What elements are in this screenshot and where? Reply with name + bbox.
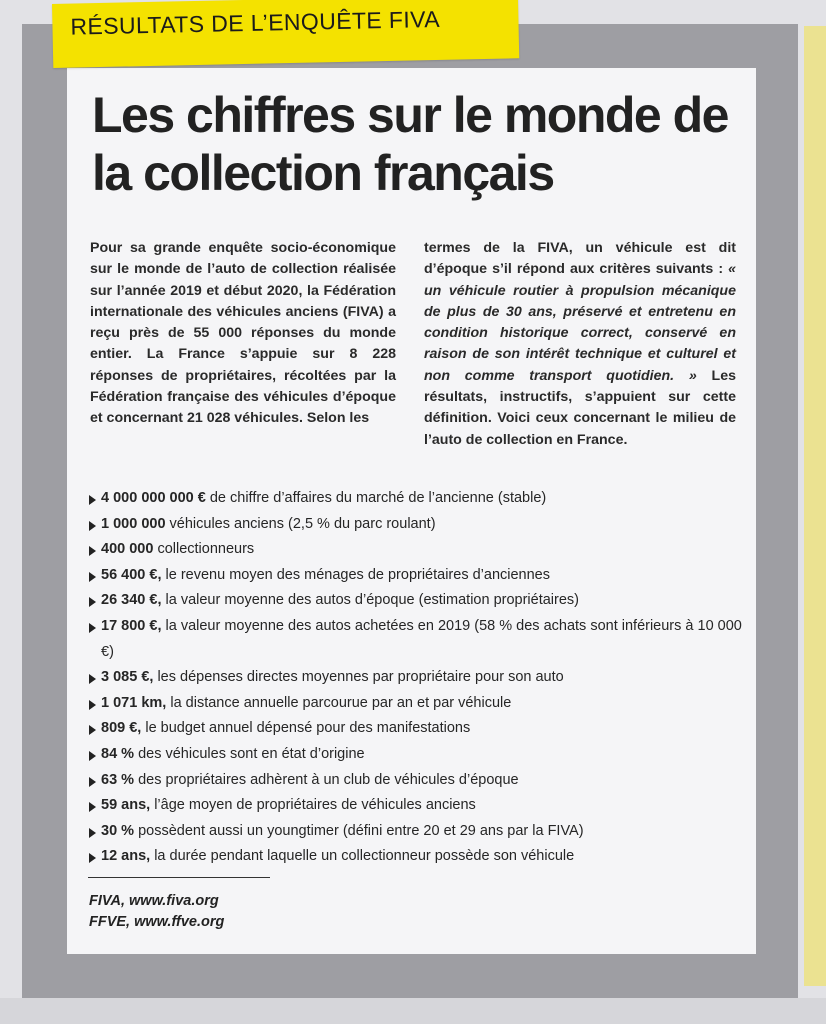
fact-text: la durée pendant laquelle un collectionneur possède son véhicule <box>150 848 575 865</box>
source-line: FIVA, www.fiva.org <box>89 893 219 909</box>
triangle-bullet-icon <box>89 572 96 582</box>
fact-item <box>89 486 749 512</box>
fact-item <box>89 819 749 845</box>
triangle-bullet-icon <box>89 777 96 787</box>
fact-item <box>89 793 749 819</box>
triangle-bullet-icon <box>89 725 96 735</box>
sources-divider <box>88 877 270 878</box>
fact-item <box>89 742 749 768</box>
fact-value: 56 400 €, <box>101 566 162 583</box>
fact-value: 3 085 €, <box>101 669 154 686</box>
facts-list <box>89 486 749 870</box>
fact-item <box>89 665 749 691</box>
fact-value: 1 071 km, <box>101 694 167 711</box>
fact-text: l’âge moyen de propriétaires de véhicules anciens <box>150 797 476 814</box>
sources <box>89 891 224 933</box>
intro-left-column: Pour sa grande enquête socio-économique sur le monde de l’auto de collection réalisée sur l’année 2019 et début 2020, la Fédération internationale des véhicules anciens (FIVA) a reçu près de 55 000 réponses du monde entier. La France s’appuie sur 8 228 réponses de propriétaires, récoltées par la Fédération française des véhicules d’époque et concernant 21 028 véhicules. Selon les <box>90 240 396 427</box>
fact-item <box>89 588 749 614</box>
fact-value: 1 000 000 <box>101 515 166 532</box>
fact-item <box>89 512 749 538</box>
fact-value: 63 % <box>101 771 135 788</box>
fact-text: les dépenses directes moyennes par propriétaire pour son auto <box>153 669 564 686</box>
fact-item <box>89 614 749 665</box>
fact-text: possèdent aussi un youngtimer (défini entre 20 et 29 ans par la FIVA) <box>134 822 584 839</box>
fact-value: 30 % <box>101 822 135 839</box>
triangle-bullet-icon <box>89 623 96 633</box>
triangle-bullet-icon <box>89 495 96 505</box>
intro-right-column <box>424 238 736 451</box>
triangle-bullet-icon <box>89 853 96 863</box>
fact-value: 84 % <box>101 745 135 762</box>
fact-item <box>89 537 749 563</box>
fact-item <box>89 768 749 794</box>
triangle-bullet-icon <box>89 674 96 684</box>
triangle-bullet-icon <box>89 828 96 838</box>
triangle-bullet-icon <box>89 597 96 607</box>
triangle-bullet-icon <box>89 700 96 710</box>
fact-text: des véhicules sont en état d’origine <box>134 745 365 762</box>
article-title: Les chiffres sur le monde de la collection français <box>92 87 728 201</box>
fact-text: le budget annuel dépensé pour des manifestations <box>141 720 471 737</box>
fact-value: 4 000 000 000 € <box>101 490 206 506</box>
section-tag <box>52 0 519 68</box>
fact-value: 17 800 €, <box>101 617 162 634</box>
triangle-bullet-icon <box>89 546 96 556</box>
fiva-definition-quote: « un véhicule routier à propulsion mécanique de plus de 30 ans, préservé et entretenu en condition historique correct, conservé en raison de son intérêt technique et culturel et non comme transport quotidien. » <box>424 261 736 384</box>
intro-right-start: termes de la FIVA, un véhicule est dit d’époque s’il répond aux critères suivants : <box>424 240 736 278</box>
fact-text: le revenu moyen des ménages de propriétaires d’anciennes <box>161 566 550 583</box>
fact-text: véhicules anciens (2,5 % du parc roulant) <box>165 515 436 532</box>
triangle-bullet-icon <box>89 521 96 531</box>
fact-text: la distance annuelle parcourue par an et par véhicule <box>166 694 512 711</box>
fact-value: 59 ans, <box>101 797 151 814</box>
fact-item <box>89 563 749 589</box>
fact-text: collectionneurs <box>153 541 255 558</box>
triangle-bullet-icon <box>89 802 96 812</box>
fact-text: des propriétaires adhèrent à un club de véhicules d’époque <box>134 771 519 788</box>
triangle-bullet-icon <box>89 751 96 761</box>
section-tag-label: RÉSULTATS DE L’ENQUÊTE FIVA <box>70 5 441 40</box>
fact-item <box>89 716 749 742</box>
fact-text: la valeur moyenne des autos achetées en 2019 (58 % des achats sont inférieurs à 10 000 €) <box>101 617 742 660</box>
source-line: FFVE, www.ffve.org <box>89 914 225 930</box>
fact-value: 12 ans, <box>101 848 151 865</box>
fact-value: 400 000 <box>101 541 154 558</box>
fact-item <box>89 691 749 717</box>
fact-value: 809 €, <box>101 720 142 737</box>
fact-value: 26 340 €, <box>101 592 162 609</box>
page-edge-strip <box>804 26 826 986</box>
intro-right-end: Les résultats, instructifs, s’appuient sur cette définition. Voici ceux concernant le milieu de l’auto de collection en France. <box>424 367 736 448</box>
fact-text: de chiffre d’affaires du marché de l’ancienne (stable) <box>205 490 547 506</box>
fact-item <box>89 844 749 870</box>
fact-text: la valeur moyenne des autos d’époque (estimation propriétaires) <box>161 592 579 609</box>
page-bottom-margin <box>0 998 826 1024</box>
